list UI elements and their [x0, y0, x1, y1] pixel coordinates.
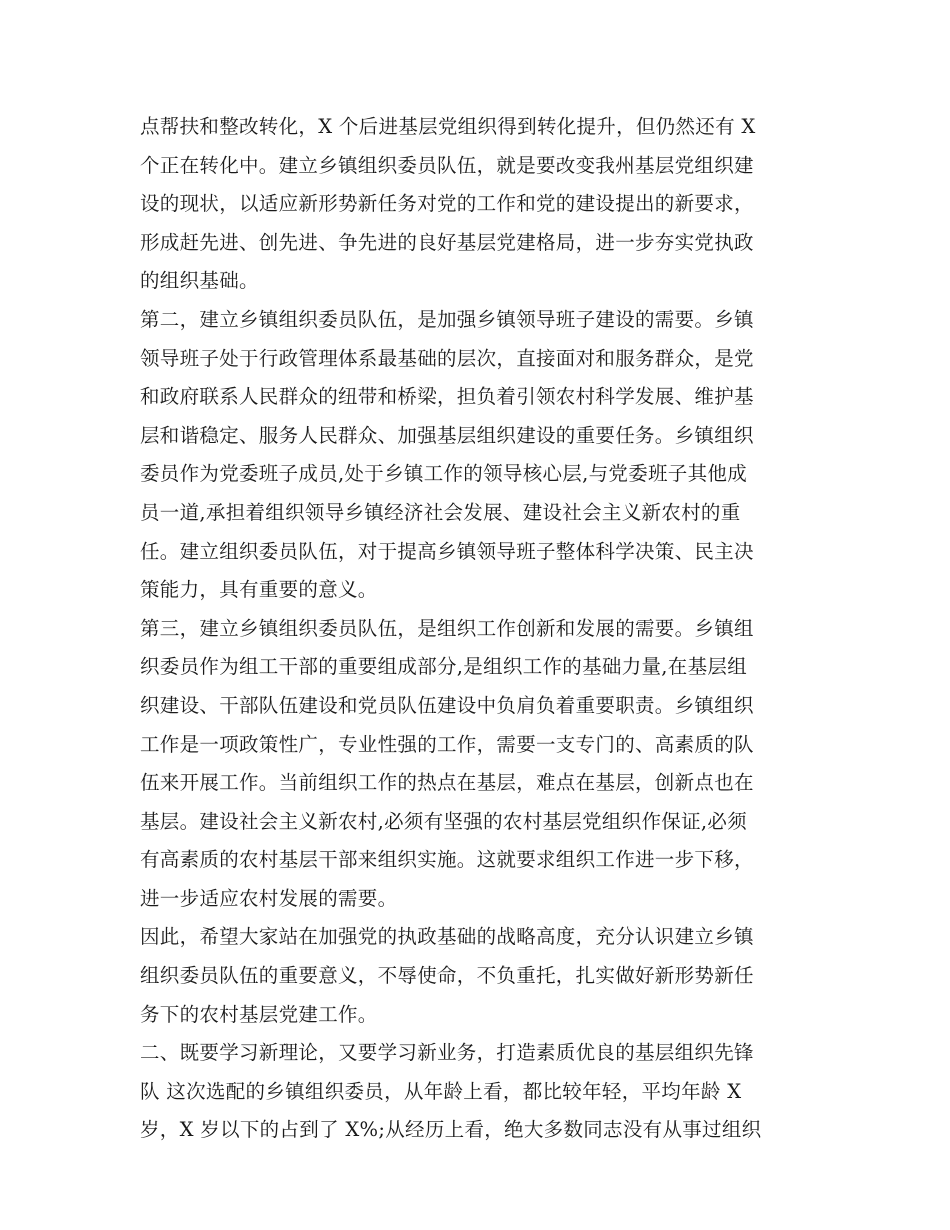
text-line: 织委员作为组工干部的重要组成部分,是组织工作的基础力量,在基层组 — [140, 655, 747, 679]
text-line: 形成赶先进、创先进、争先进的良好基层党建格局，进一步夯实党执政 — [140, 230, 754, 254]
text-line: 的组织基础。 — [140, 269, 259, 293]
text-line: 岁，X 岁以下的占到了 X%;从经历上看，绝大多数同志没有从事过组织 — [140, 1118, 762, 1142]
text-line: 层和谐稳定、服务人民群众、加强基层组织建设的重要任务。乡镇组织 — [140, 423, 754, 447]
document-body — [140, 108, 820, 1150]
text-line: 工作是一项政策性广，专业性强的工作，需要一支专门的、高素质的队 — [140, 732, 754, 756]
text-line: 队 这次选配的乡镇组织委员，从年龄上看，都比较年轻，平均年龄 X — [140, 1079, 742, 1103]
text-line: 点帮扶和整改转化，X 个后进基层党组织得到转化提升，但仍然还有 X — [140, 115, 756, 138]
text-line: 基层。建设社会主义新农村,必须有坚强的农村基层党组织作保证,必须 — [140, 809, 747, 833]
text-line: 二、既要学习新理论，又要学习新业务，打造素质优良的基层组织先锋 — [140, 1041, 754, 1065]
text-line: 员一道,承担着组织领导乡镇经济社会发展、建设社会主义新农村的重 — [140, 500, 741, 524]
text-line: 织建设、干部队伍建设和党员队伍建设中负肩负着重要职责。乡镇组织 — [140, 693, 754, 717]
text-line: 进一步适应农村发展的需要。 — [140, 886, 398, 910]
text-line: 任。建立组织委员队伍，对于提高乡镇领导班子整体科学决策、民主决 — [140, 539, 754, 563]
text-line: 因此，希望大家站在加强党的执政基础的战略高度，充分认识建立乡镇 — [140, 925, 754, 949]
text-line: 有高素质的农村基层干部来组织实施。这就要求组织工作进一步下移， — [140, 848, 754, 872]
text-line: 个正在转化中。建立乡镇组织委员队伍，就是要改变我州基层党组织建 — [140, 153, 754, 177]
text-line: 组织委员队伍的重要意义，不辱使命，不负重托，扎实做好新形势新任 — [140, 964, 754, 988]
text-line: 务下的农村基层党建工作。 — [140, 1002, 378, 1026]
text-line: 第二，建立乡镇组织委员队伍，是加强乡镇领导班子建设的需要。乡镇 — [140, 307, 754, 331]
text-line: 策能力，具有重要的意义。 — [140, 578, 378, 602]
text-line: 第三，建立乡镇组织委员队伍，是组织工作创新和发展的需要。乡镇组 — [140, 616, 754, 640]
text-line: 伍来开展工作。当前组织工作的热点在基层，难点在基层，创新点也在 — [140, 771, 754, 795]
text-line: 委员作为党委班子成员,处于乡镇工作的领导核心层,与党委班子其他成 — [140, 462, 747, 486]
text-line: 和政府联系人民群众的纽带和桥梁，担负着引领农村科学发展、维护基 — [140, 385, 754, 409]
text-line: 领导班子处于行政管理体系最基础的层次，直接面对和服务群众，是党 — [140, 346, 754, 370]
text-line: 设的现状，以适应新形势新任务对党的工作和党的建设提出的新要求， — [140, 192, 754, 216]
